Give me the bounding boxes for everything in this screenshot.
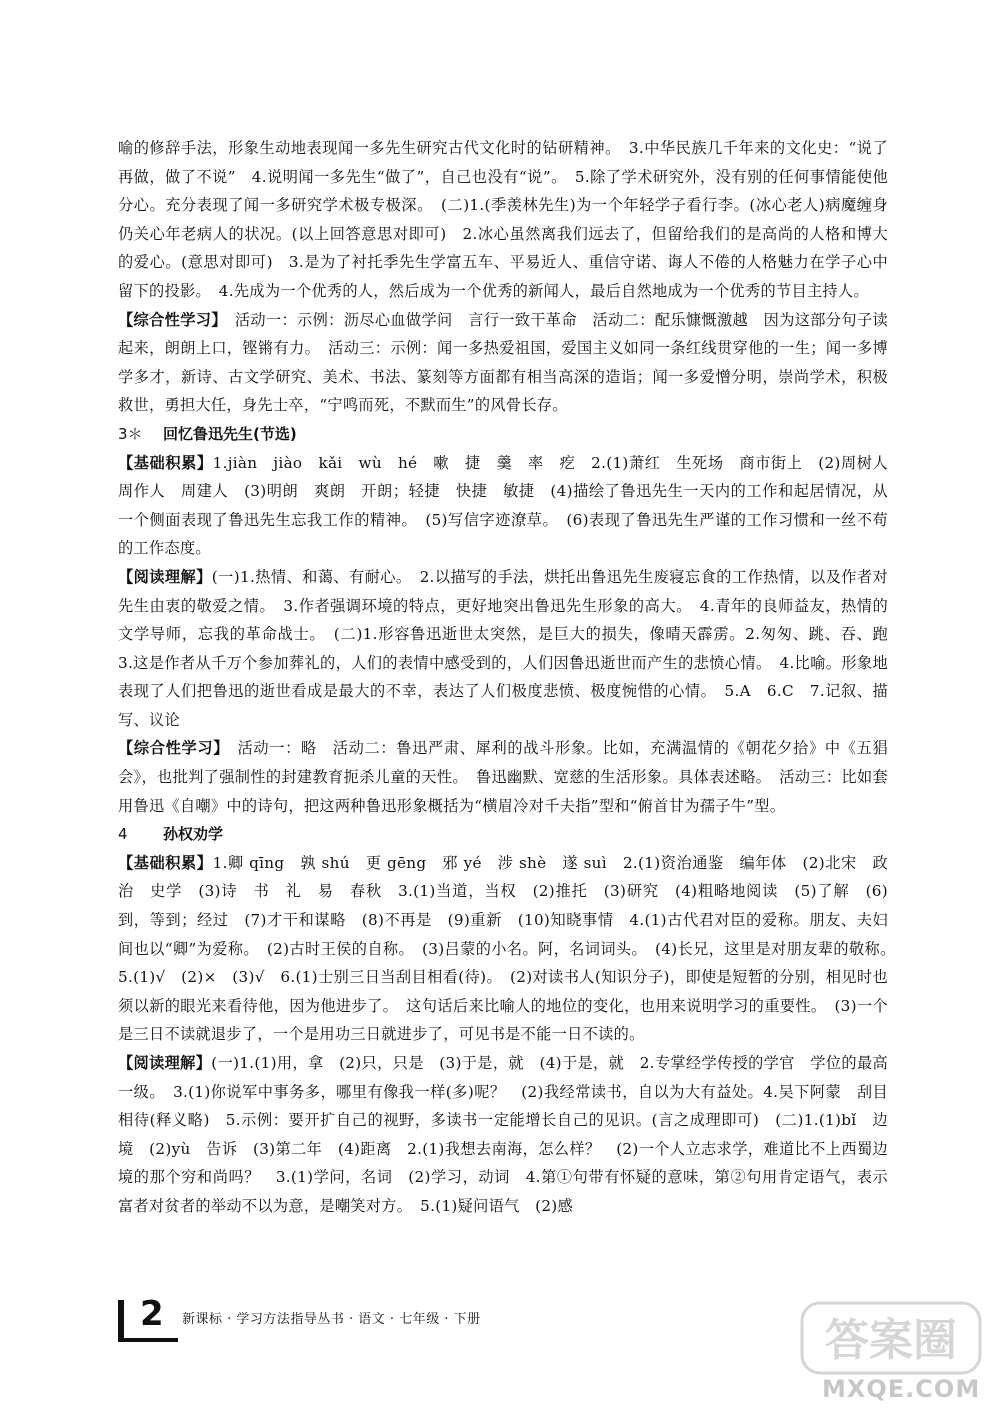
paragraph: 【综合性学习】 活动一：示例：沥尽心血做学问 言行一致干革命 活动二：配乐慷慨激越 因为这部分句子读起来，朗朗上口，铿锵有力。 活动三：示例：闻一多热爱祖国，爱国主义如同一条红线贯穿他的一生；闻一多博学多才，新诗、古文学研究、美术、书法、篆刻等方面都有相当高深的造诣；闻一多爱憎分明，崇尚学术，积极救世，勇担大任，身先士卒，“宁鸣而死，不默而生”的风骨长存。: [118, 310, 888, 415]
paragraph: 喻的修辞手法，形象生动地表现闻一多先生研究古代文化时的钻研精神。 3.中华民族几千年来的文化史：“说了再做，做了不说” 4.说明闻一多先生“做了”，自己也没有“说”。 5.除了学术研究外，没有别的任何事情能使他分心。充分表现了闻一多研究学术极专极深。 (二)1.(季羡林先生)为一个年轻学子看行李。(冰心老人)病魔缠身仍关心年老病人的状况。(以上回答意思对即可) 2.冰心虽然离我们远去了，但留给我们的是高尚的人格和博大的爱心。(意思对即可) 3.是为了衬托季先生学富五车、平易近人、重信守诺、诲人不倦的人格魅力在学子心中留下的投影。 4.先成为一个优秀的人，然后成为一个优秀的新闻人，最后自然地成为一个优秀的节目主持人。: [118, 139, 888, 300]
page-footer: [118, 1290, 898, 1360]
lesson-title: 孙权劝学: [163, 825, 224, 844]
lesson-number: 4: [118, 825, 128, 844]
watermark-logo-text: 答案圈: [825, 1315, 957, 1366]
watermark-logo-icon: [792, 1295, 992, 1380]
page-number: 2: [140, 1294, 164, 1334]
book-series-title: 新课标 · 学习方法指导丛书 · 语文 · 七年级 · 下册: [182, 1312, 481, 1327]
footer-rule: [118, 1338, 178, 1342]
lesson-number: 3＊: [118, 424, 143, 443]
paragraph: 【阅读理解】(一)1.热情、和蔼、有耐心。 2.以描写的手法，烘托出鲁迅先生废寝忘食的工作热情，以及作者对先生由衷的敬爱之情。 3.作者强调环境的特点，更好地突出鲁迅先生形象的高大。 4.青年的良师益友，热情的文学导师，忘我的革命战士。 (二)1.形容鲁迅逝世太突然，是巨大的损失，像晴天霹雳。2.匆匆、跳、吞、跑 3.这是作者从千万个参加葬礼的，人们的表情中感受到的，人们因鲁迅逝世而产生的悲愤心情。 4.比喻。形象地表现了人们把鲁迅的逝世看成是最大的不幸，表达了人们极度悲愤、极度惋惜的心情。 5.A 6.C 7.记叙、描写、议论: [118, 567, 904, 729]
paragraph: 【基础积累】1.卿 qīng 孰 shú 更 gēng 邪 yé 涉 shè 遂 suì 2.(1)资治通鉴 编年体 (2)北宋 政治 史学 (3)诗 书 礼 易 春秋 3.(1)当道，当权 (2)推托 (3)研究 (4)粗略地阅读 (5)了解 (6)到，等到；经过 (7)才干和谋略 (8)不再是 (9)重新 (10)知晓事情 4.(1)古代君对臣的爱称。朋友、夫妇间也以“卿”为爱称。 (2)古时王侯的自称。 (3)吕蒙的小名。阿，名词词头。 (4)长兄，这里是对朋友辈的敬称。 5.(1)√ (2)× (3)√ 6.(1)士别三日当刮目相看(待)。 (2)对读书人(知识分子)，即使是短暂的分别，相见时也须以新的眼光来看待他，因为他进步了。 这句话后来比喻人的地位的变化，也用来说明学习的重要性。 (3)一个是三日不读就退步了，一个是用功三日就进步了，可见书是不能一日不读的。: [118, 853, 904, 1044]
section-tag: 【阅读理解】: [118, 1054, 212, 1072]
section-tag: 【综合性学习】: [118, 739, 222, 758]
section-tag: 【综合性学习】: [118, 310, 220, 329]
footer-bar: [118, 1300, 124, 1340]
watermark-logo: [792, 1295, 992, 1410]
lesson-title: 回忆鲁迅先生(节选): [163, 424, 297, 443]
watermark-text: MXQE.COM: [822, 1375, 981, 1403]
section-tag: 【阅读理解】: [118, 567, 212, 586]
paragraph: 【阅读理解】(一)1.(1)用，拿 (2)只，只是 (3)于是，就 (4)于是，就 2.专掌经学传授的学官 学位的最高一级。 3.(1)你说军中事务多，哪里有像我一样(多)呢？ (2)我经常读书，自以为大有益处。4.吴下阿蒙 刮目相待(释义略) 5.示例：要开扩自己的视野，多读书一定能增长自己的见识。(言之成理即可) (二)1.(1)bǐ 边境 (2)yù 告诉 (3)第二年 (4)距离 2.(1)我想去南海，怎么样？ (2)一个人立志求学，难道比不上西蜀边境的那个穷和尚吗？ 3.(1)学问，名词 (2)学习，动词 4.第①句带有怀疑的意味，第②句用肯定语气，表示富者对贫者的举动不以为意，是嘲笑对方。 5.(1)疑问语气 (2)感: [118, 1054, 888, 1215]
lesson-heading: [118, 820, 888, 849]
section-tag: 【基础积累】: [118, 453, 213, 472]
page-content: [118, 134, 904, 1221]
section-tag: 【基础积累】: [118, 853, 213, 872]
lesson-heading: [118, 420, 888, 449]
paragraph: 【综合性学习】 活动一：略 活动二：鲁迅严肃、犀利的战斗形象。比如，充满温情的《朝花夕拾》中《五猖会》，也批判了强制性的封建教育扼杀儿童的天性。 鲁迅幽默、宽慈的生活形象。具体表述略。 活动三：比如套用鲁迅《自嘲》中的诗句，把这两种鲁迅形象概括为“横眉冷对千夫指”型和“俯首甘为孺子牛”型。: [118, 739, 888, 815]
paragraph: 【基础积累】1.jiàn jiào kǎi wù hé 嗽 捷 羹 率 疙 2.(1)萧红 生死场 商市街上 (2)周树人 周作人 周建人 (3)明朗 爽朗 开朗；轻捷 快捷 敏捷 (4)描绘了鲁迅先生一天内的工作和起居情况，从一个侧面表现了鲁迅先生忘我工作的精神。 (5)写信字迹潦草。 (6)表现了鲁迅先生严谨的工作习惯和一丝不苟的工作态度。: [118, 453, 904, 558]
